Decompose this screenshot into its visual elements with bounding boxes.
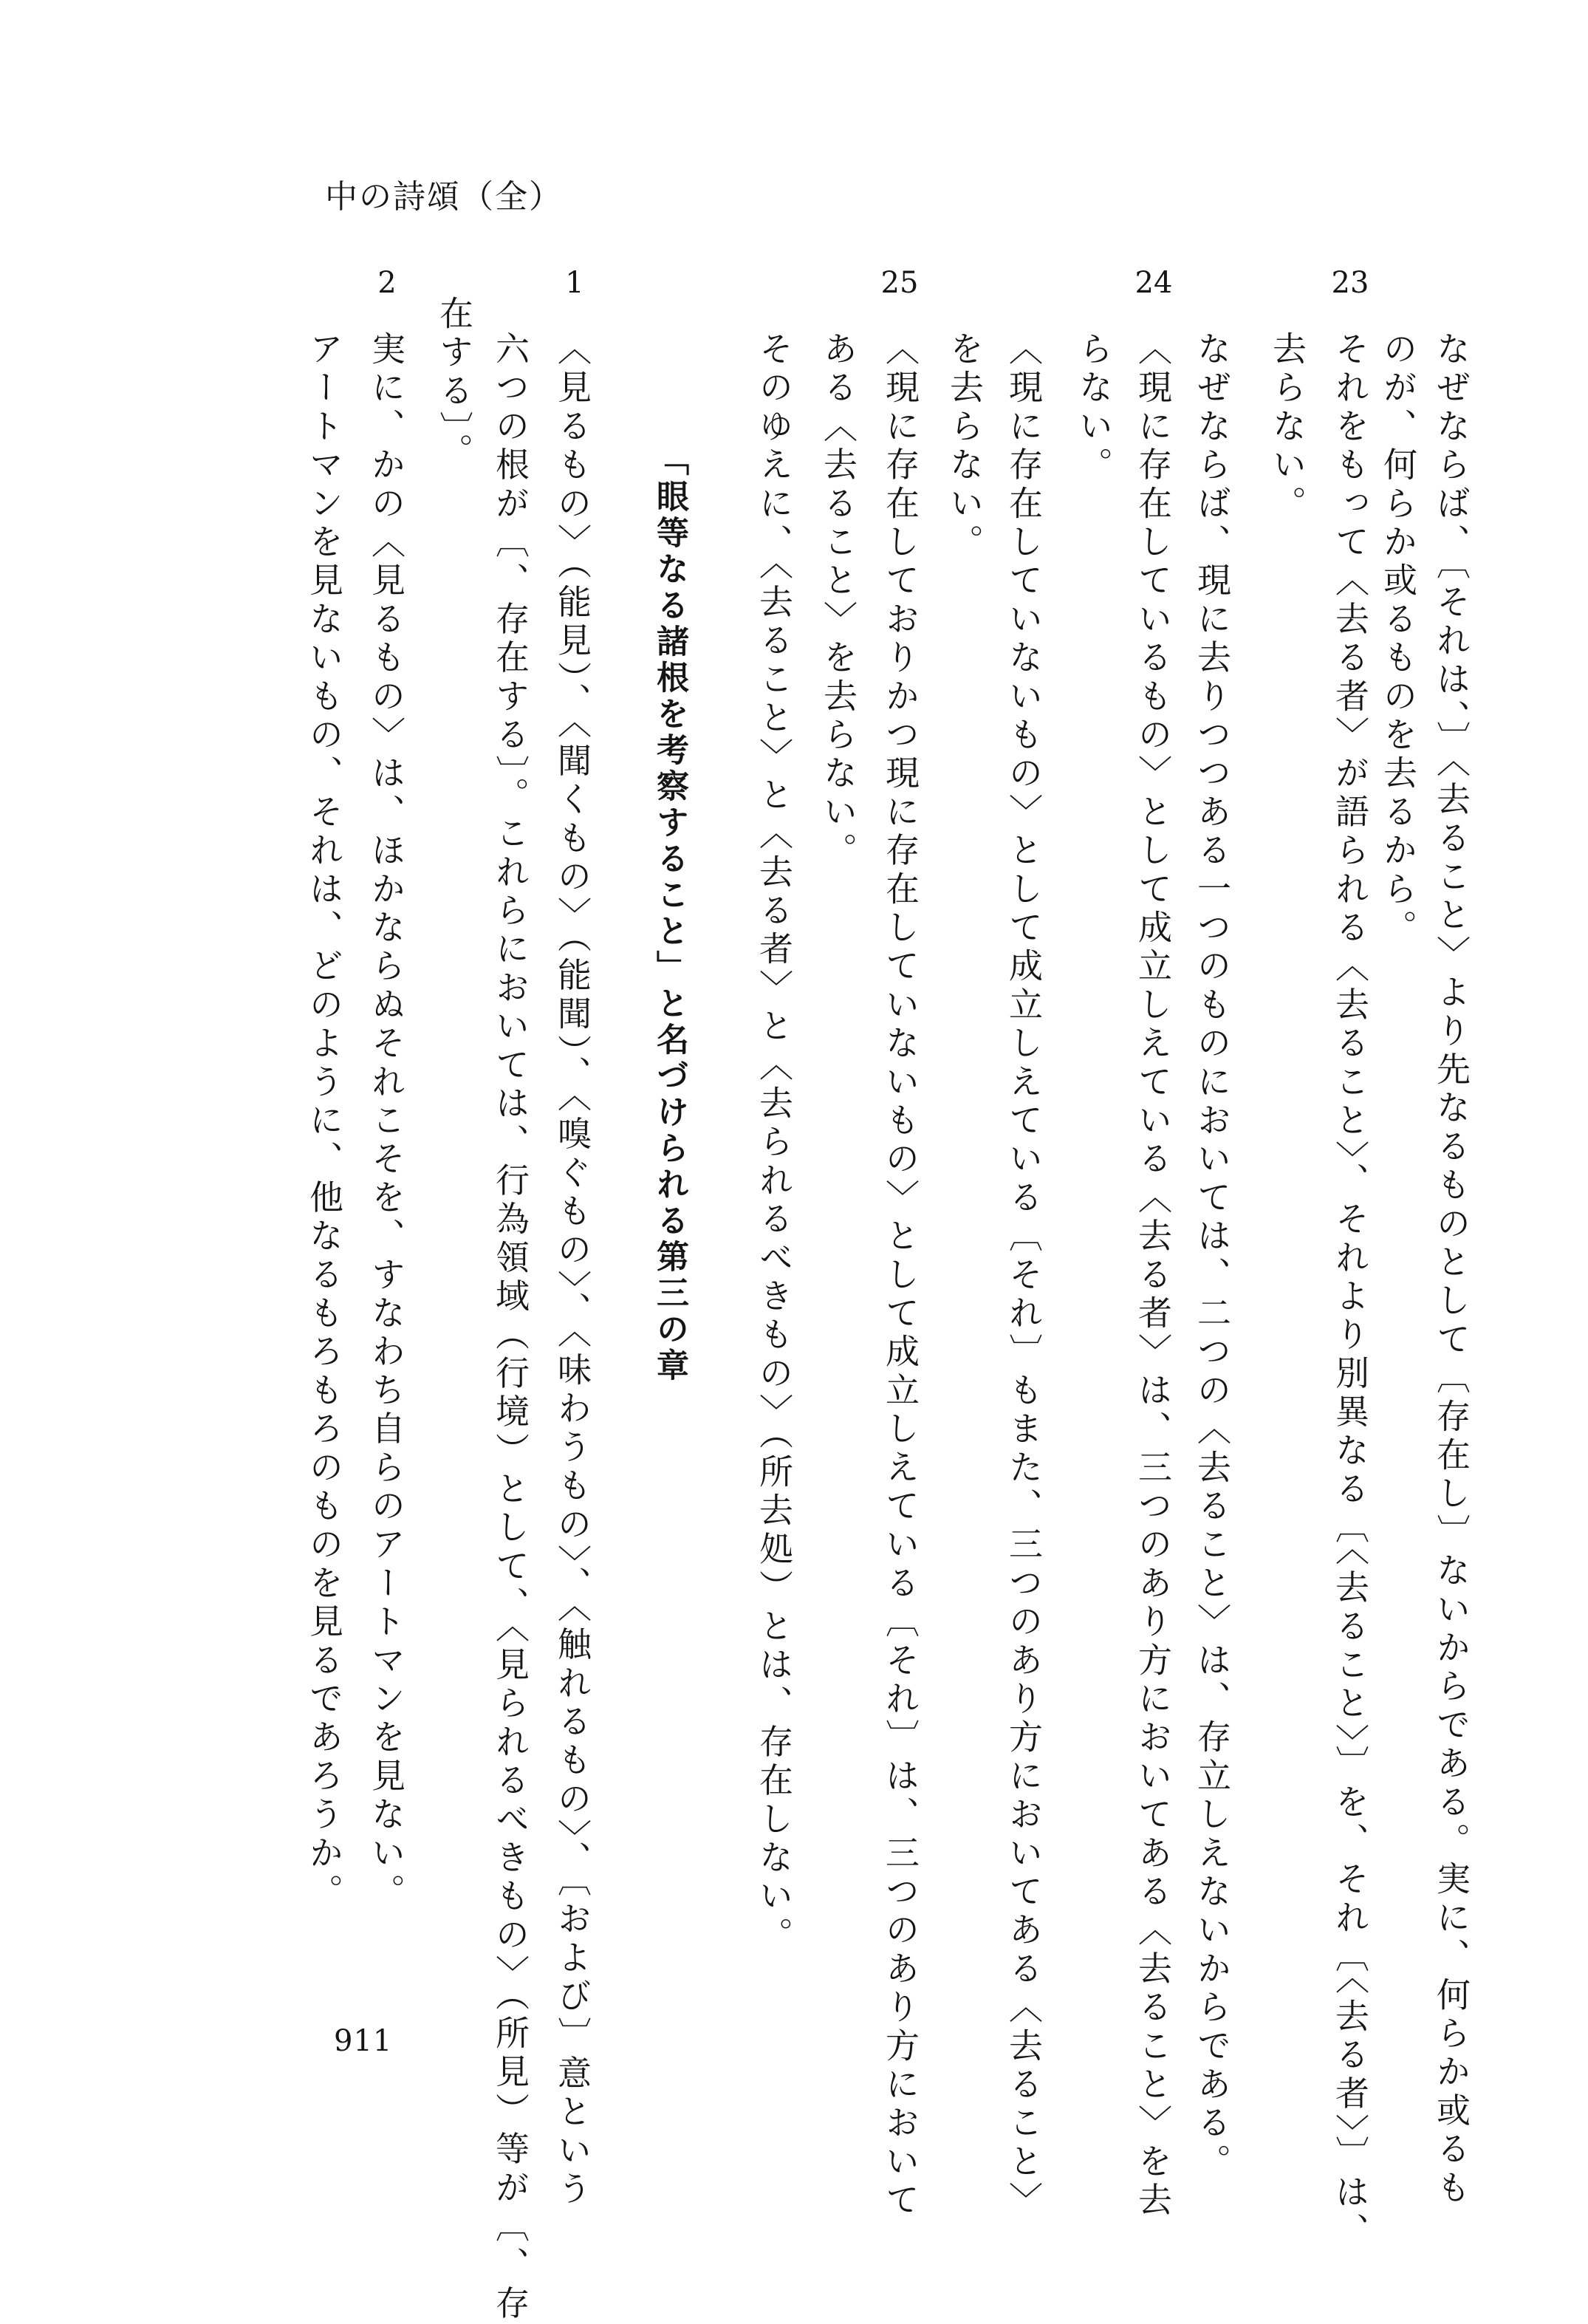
verse-24-line-3: らない。 (1074, 331, 1114, 485)
verse-1-line-3: 在する〕。 (434, 295, 474, 471)
verse-number-24: 24 (1134, 266, 1173, 300)
verse-number-2: 2 (377, 266, 397, 300)
verse-23-line-3: それをもって〈去る者〉が語られる〈去ること〉、それより別異なる〔〈去ること〉〕を、それ〔〈去る者〉〕は、 (1330, 331, 1370, 2252)
verse-24-line-1: なぜならば、現に去りつつある一つのものにおいては、二つの〈去ること〉は、存立しえないからである。 (1192, 331, 1232, 2182)
verse-2-line-1: 実に、かの〈見るもの〉は、ほかならぬそれこそを、すなわち自らのアートマンを見ない。 (366, 331, 406, 1913)
chapter-heading: 「眼等なる諸根を考察すること」と名づけられる第三の章 (651, 443, 688, 1384)
verse-1-line-1: 〈見るもの〉（能見）、〈聞くもの〉（能聞）、〈嗅ぐもの〉、〈味わうもの〉、〈触れるもの〉、〔および〕意という (552, 331, 592, 2209)
verse-25-line-3: 〈現に存在しておりかつ現に存在していないもの〉として成立しえている〔それ〕は、三つのあり方において (880, 331, 920, 2221)
verse-2-line-2: アートマンを見ないもの、それは、どのように、他なるもろもろのものを見るであろうか。 (304, 331, 344, 1913)
page-number: 911 (334, 2024, 393, 2058)
verse-1-line-2: 六つの根が〔、存在する〕。これらにおいては、行為領域（行境）として、〈見られるべきもの〉（所見）等が〔、存 (490, 331, 530, 2324)
verse-number-25: 25 (880, 266, 919, 300)
verse-number-1: 1 (565, 266, 584, 300)
verse-24-line-2: 〈現に存在しているもの〉として成立しえている〈去る者〉は、三つのあり方においてある〈去ること〉を去 (1133, 331, 1173, 2221)
running-header: 中の詩頌（全） (325, 178, 563, 216)
verse-25-line-1: 〈現に存在していないもの〉として成立しえている〔それ〕もまた、三つのあり方においてある〈去ること〉 (1004, 331, 1044, 2221)
verse-23-line-2: のが、何らか或るものを去るから。 (1378, 331, 1418, 949)
verse-23-line-1: なぜならば、〔それは、〕〈去ること〉より先なるものとして〔存在し〕ないからである。実に、何らか或るも (1431, 331, 1471, 2208)
verse-number-23: 23 (1331, 266, 1369, 300)
verse-23-line-4: 去らない。 (1267, 331, 1307, 524)
verse-25-line-2: を去らない。 (945, 331, 985, 563)
verse-25-line-5: そのゆえに、〈去ること〉と〈去る者〉と〈去られるべきもの〉（所去処）とは、存在しない。 (754, 331, 794, 1955)
verse-25-line-4: ある〈去ること〉を去らない。 (818, 331, 858, 871)
